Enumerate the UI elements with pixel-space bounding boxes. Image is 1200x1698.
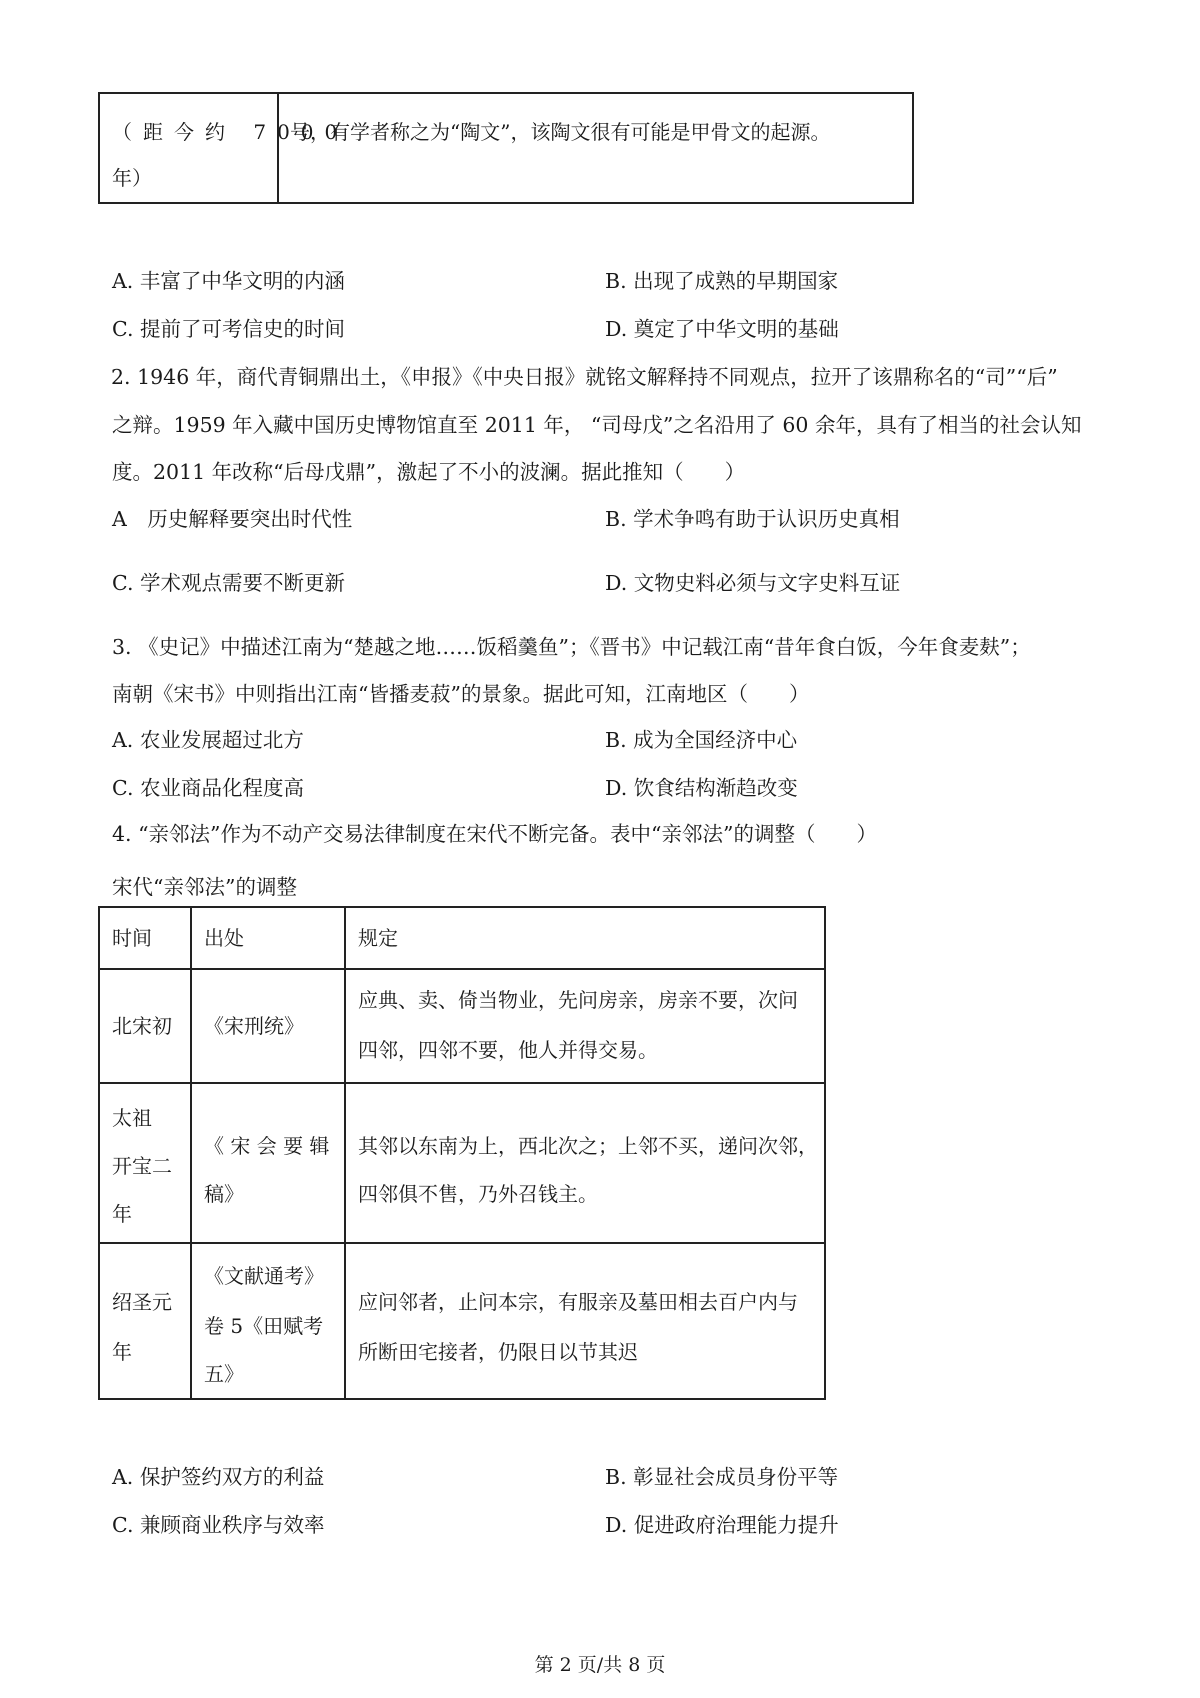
q3-stem-line2: 南朝《宋书》中则指出江南“皆播麦菽”的景象。据此可知，江南地区（ ） [112, 682, 810, 706]
q1-option-b: B. 出现了成熟的早期国家 [605, 269, 839, 293]
table-row-divider [100, 968, 824, 970]
q4-table [98, 906, 826, 1400]
table-cell-time-line2: 开宝二 [112, 1154, 172, 1178]
table-cell-rule-line2: 四邻俱不售，乃外召钱主。 [358, 1182, 598, 1206]
table-cell-source-line3: 五》 [204, 1362, 244, 1386]
table-cell-time-line1: 绍圣元 [112, 1290, 172, 1314]
table-header-time: 时间 [112, 926, 152, 950]
q1-option-c: C. 提前了可考信史的时间 [112, 317, 345, 341]
table-cell-description: 号，有学者称之为“陶文”，该陶文很有可能是甲骨文的起源。 [290, 120, 831, 144]
table-cell-rule-line1: 其邻以东南为上，西北次之；上邻不买，递问次邻， [358, 1134, 818, 1158]
q3-option-c: C. 农业商品化程度高 [112, 776, 304, 800]
table-header-source: 出处 [204, 926, 244, 950]
table-cell-source-line1: 《文献通考》 [204, 1264, 324, 1288]
table-cell-rule-line1: 应问邻者，止问本宗，有服亲及墓田相去百户内与 [358, 1290, 798, 1314]
table-cell-time-line2: 年 [112, 1340, 132, 1364]
q1-option-a: A. 丰富了中华文明的内涵 [112, 269, 345, 293]
table-cell-rule-line2: 四邻，四邻不要，他人并得交易。 [358, 1038, 658, 1062]
table-column-divider [277, 94, 279, 202]
table-cell-time-line1: （距今约 7000 [112, 120, 349, 144]
q2-stem-line1: 2. 1946 年，商代青铜鼎出土，《申报》《中央日报》就铭文解释持不同观点，拉开了该鼎称名的“司”“后” [111, 365, 1058, 389]
q4-stem: 4. “亲邻法”作为不动产交易法律制度在宋代不断完备。表中“亲邻法”的调整（ ） [112, 822, 877, 846]
q3-option-b: B. 成为全国经济中心 [605, 728, 798, 752]
q4-option-d: D. 促进政府治理能力提升 [605, 1513, 839, 1537]
q2-stem-line3: 度。2011 年改称“后母戊鼎”，激起了不小的波澜。据此推知（ ） [112, 460, 746, 484]
page-number: 第 2 页/共 8 页 [534, 1654, 666, 1676]
table-header-rule: 规定 [358, 926, 398, 950]
table-cell-source-line2: 稿》 [204, 1182, 244, 1206]
table-column-divider [344, 908, 346, 1398]
table-cell-time: 北宋初 [112, 1014, 172, 1038]
q3-stem-line1: 3. 《史记》中描述江南为“楚越之地……饭稻羹鱼”；《晋书》中记载江南“昔年食白饭，今年食麦麸”； [112, 635, 1031, 659]
q2-option-c: C. 学术观点需要不断更新 [112, 571, 345, 595]
table-row-divider [100, 1082, 824, 1084]
q3-option-d: D. 饮食结构渐趋改变 [605, 776, 798, 800]
table-column-divider [190, 908, 192, 1398]
table-cell-time-line2: 年） [112, 166, 152, 190]
q1-option-d: D. 奠定了中华文明的基础 [605, 317, 839, 341]
table-cell-source: 《宋刑统》 [204, 1014, 304, 1038]
q4-option-b: B. 彰显社会成员身份平等 [605, 1465, 839, 1489]
table-cell-source-line1: 《 宋 会 要 辑 [204, 1134, 330, 1158]
q2-option-d: D. 文物史料必须与文字史料互证 [605, 571, 901, 595]
q2-stem-line2: 之辩。1959 年入藏中国历史博物馆直至 2011 年， “司母戊”之名沿用了 60 余年，具有了相当的社会认知 [112, 413, 1082, 437]
table-cell-rule-line1: 应典、卖、倚当物业，先问房亲，房亲不要，次问 [358, 988, 798, 1012]
q4-option-a: A. 保护签约双方的利益 [112, 1465, 325, 1489]
table-cell-time-line1: 太祖 [112, 1106, 152, 1130]
q4-table-caption: 宋代“亲邻法”的调整 [112, 875, 297, 899]
q2-option-b: B. 学术争鸣有助于认识历史真相 [605, 507, 900, 531]
continued-table [98, 92, 914, 204]
table-cell-rule-line2: 所断田宅接者，仍限日以节其迟 [358, 1340, 638, 1364]
q4-option-c: C. 兼顾商业秩序与效率 [112, 1513, 325, 1537]
table-row-divider [100, 1242, 824, 1244]
table-cell-source-line2: 卷 5《田赋考 [204, 1314, 324, 1338]
q2-option-a: A 历史解释要突出时代性 [112, 507, 353, 531]
table-cell-time-line3: 年 [112, 1202, 132, 1226]
q3-option-a: A. 农业发展超过北方 [112, 728, 304, 752]
